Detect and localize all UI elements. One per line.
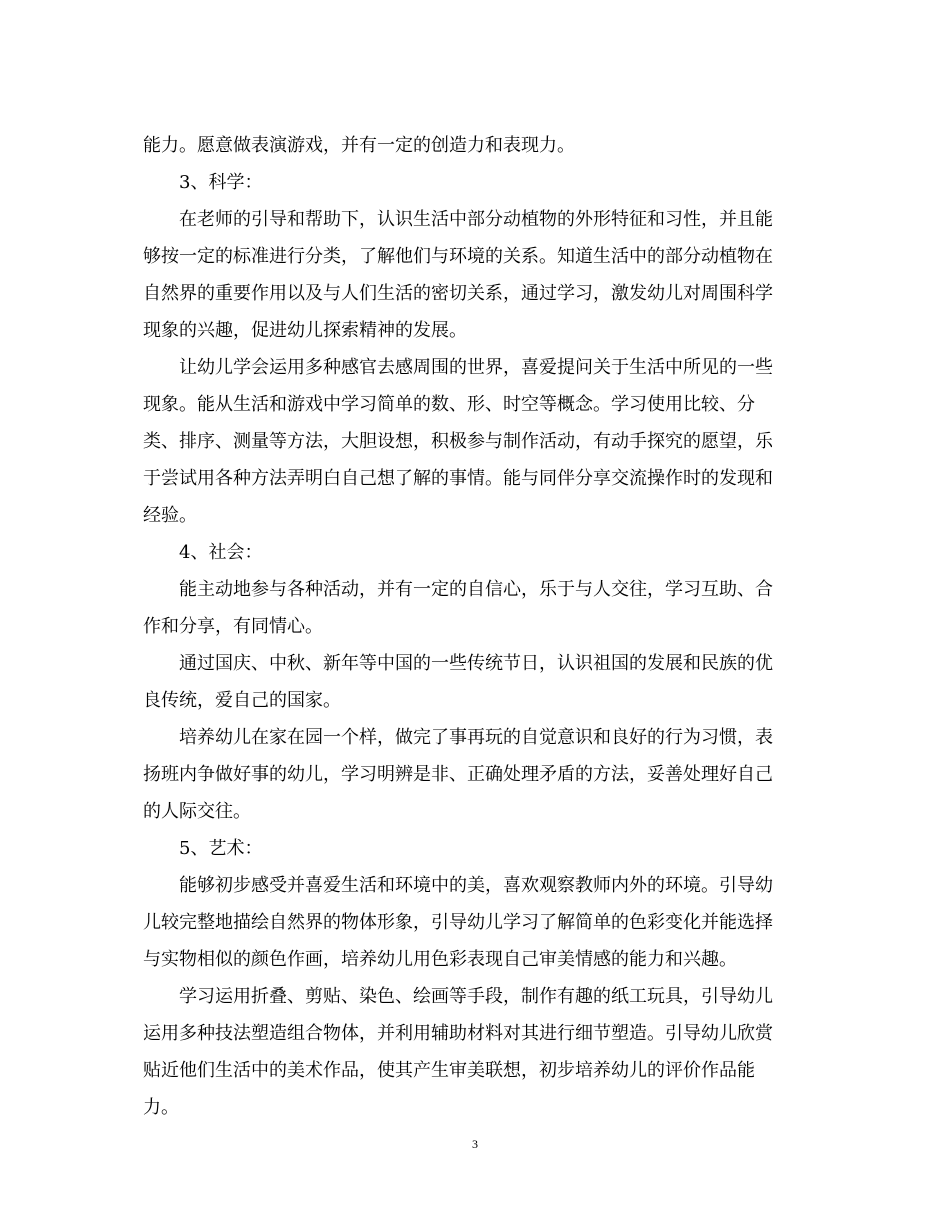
text-line: 于尝试用各种方法弄明白自己想了解的事情。能与同伴分享交流操作时的发现和: [143, 468, 773, 489]
text-line: 够按一定的标准进行分类，了解他们与环境的关系。知道生活中的部分动植物在: [143, 246, 773, 267]
text-line: 力。: [143, 1097, 179, 1118]
text-line: 培养幼儿在家在园一个样，做完了事再玩的自觉意识和良好的行为习惯，表: [179, 727, 773, 748]
text-line: 在老师的引导和帮助下，认识生活中部分动植物的外形特征和习性，并且能: [179, 209, 773, 230]
text-line: 的人际交往。: [143, 801, 251, 822]
text-line: 现象的兴趣，促进幼儿探索精神的发展。: [143, 320, 467, 341]
text-line: 儿较完整地描绘自然界的物体形象，引导幼儿学习了解简单的色彩变化并能选择: [143, 912, 773, 933]
section-heading-science: 3、科学：: [179, 172, 263, 193]
section-heading-society: 4、社会：: [179, 542, 263, 563]
text-line: 能够初步感受并喜爱生活和环境中的美，喜欢观察教师内外的环境。引导幼: [179, 875, 773, 896]
text-line: 自然界的重要作用以及与人们生活的密切关系，通过学习，激发幼儿对周围科学: [143, 283, 773, 304]
text-line: 能力。愿意做表演游戏，并有一定的创造力和表现力。: [143, 135, 575, 156]
text-line: 运用多种技法塑造组合物体，并利用辅助材料对其进行细节塑造。引导幼儿欣赏: [143, 1023, 773, 1044]
page-body: [143, 127, 813, 1126]
text-line: 扬班内争做好事的幼儿，学习明辨是非、正确处理矛盾的方法，妥善处理好自己: [143, 764, 773, 785]
text-line: 学习运用折叠、剪贴、染色、绘画等手段，制作有趣的纸工玩具，引导幼儿: [179, 986, 773, 1007]
text-line: 良传统，爱自己的国家。: [143, 690, 341, 711]
text-line: 与实物相似的颜色作画，培养幼儿用色彩表现自己审美情感的能力和兴趣。: [143, 949, 737, 970]
text-line: 类、排序、测量等方法，大胆设想，积极参与制作活动，有动手探究的愿望，乐: [143, 431, 773, 452]
text-line: 贴近他们生活中的美术作品，使其产生审美联想，初步培养幼儿的评价作品能: [143, 1060, 755, 1081]
page-number: 3: [472, 1137, 478, 1151]
text-line: 现象。能从生活和游戏中学习简单的数、形、时空等概念。学习使用比较、分: [143, 394, 755, 415]
text-line: 让幼儿学会运用多种感官去感周围的世界，喜爱提问关于生活中所见的一些: [179, 357, 773, 378]
text-line: 通过国庆、中秋、新年等中国的一些传统节日，认识祖国的发展和民族的优: [179, 653, 773, 674]
text-line: 作和分享，有同情心。: [143, 616, 323, 637]
text-line: 能主动地参与各种活动，并有一定的自信心，乐于与人交往，学习互助、合: [179, 579, 773, 600]
text-line: 经验。: [143, 505, 197, 526]
section-heading-art: 5、艺术：: [179, 838, 263, 859]
